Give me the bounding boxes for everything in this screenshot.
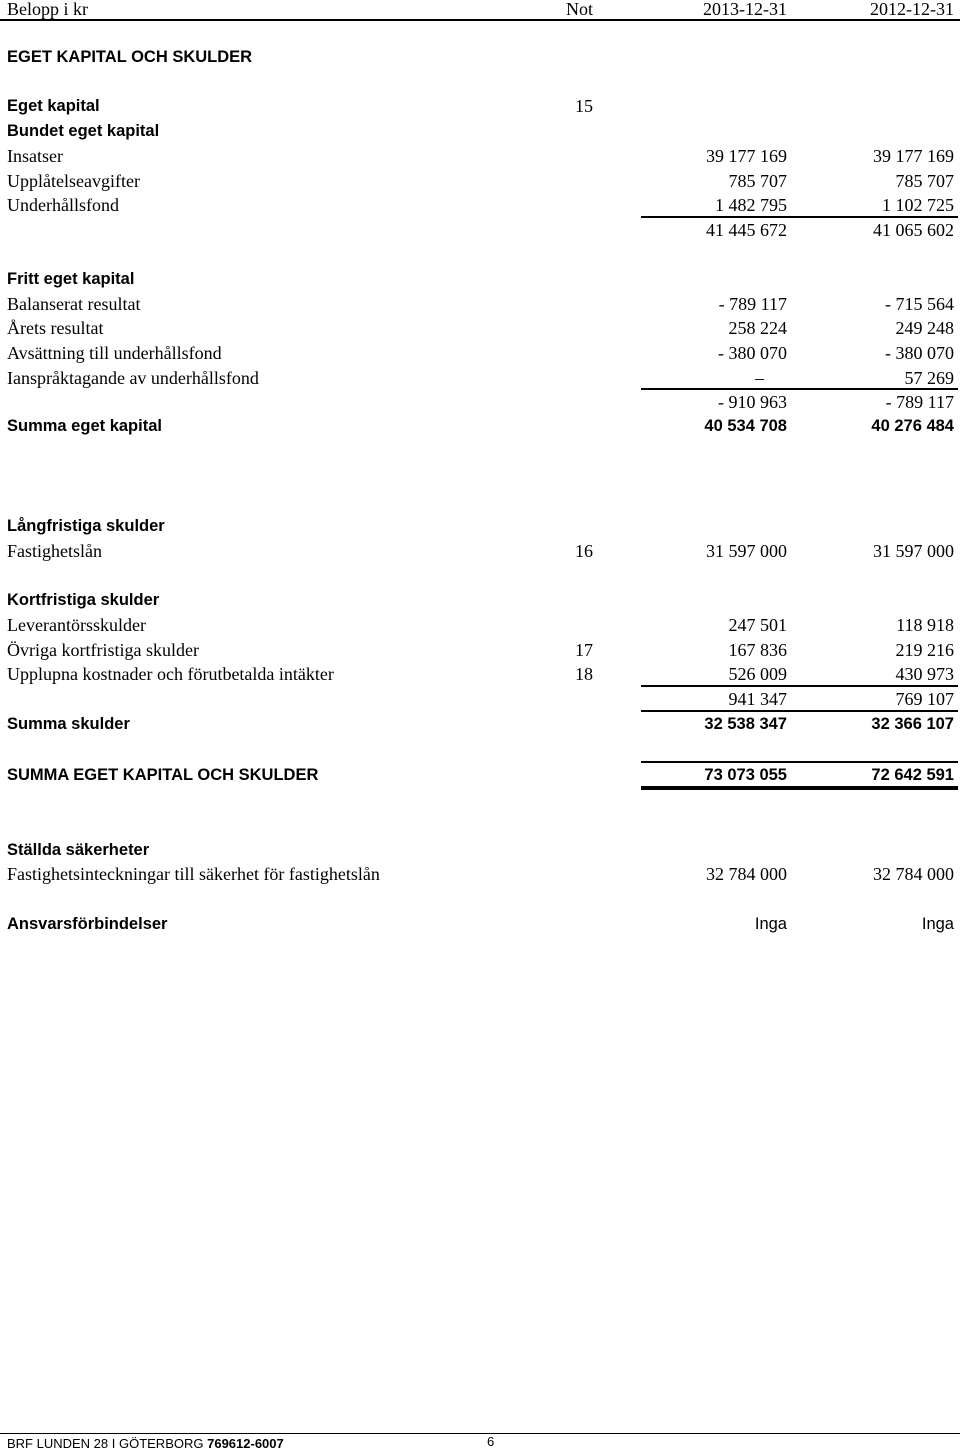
row-value-2013: - 380 070 [718,343,787,363]
eget-kapital-row [0,94,960,118]
table-row [0,169,960,193]
summa-total-2013: 73 073 055 [704,766,787,784]
table-row [0,366,960,390]
row-value-2012: 118 918 [896,615,954,635]
header-amount-label: Belopp i kr [7,0,88,19]
row-value-2012: 32 784 000 [873,864,954,884]
table-row [0,341,960,365]
footer-rule [0,1433,960,1434]
summa-eget-kapital-2013: 40 534 708 [704,417,787,435]
subtotal-value-2012: 769 107 [895,689,954,709]
row-value-2013: 31 597 000 [706,541,787,561]
row-value-2012: 1 102 725 [882,195,954,215]
ansvar-label: Ansvarsförbindelser [7,915,168,933]
bundet-title-row [0,119,960,143]
table-row [0,613,960,637]
header-rule [0,19,960,21]
fritt-title-row [0,267,960,291]
table-row [0,539,960,563]
row-label: Underhållsfond [7,195,119,215]
table-row [0,144,960,168]
header-col-2012: 2012-12-31 [870,0,954,19]
row-note: 16 [575,541,593,561]
bundet-title: Bundet eget kapital [7,122,160,140]
row-value-2013: 32 784 000 [706,864,787,884]
subtotal-value-2013: 41 445 672 [706,220,787,240]
row-value-2013: 785 707 [728,171,787,191]
kortfristiga-title-row [0,588,960,612]
row-label: Leverantörsskulder [7,615,146,635]
row-label: Ianspråktagande av underhållsfond [7,368,259,388]
row-value-2013: – [755,368,764,388]
section-title-row [0,45,960,69]
fritt-title: Fritt eget kapital [7,270,135,288]
row-value-2013: - 789 117 [718,294,787,314]
ansvar-2012: Inga [921,915,954,933]
bundet-sum-row [0,218,960,242]
summa-eget-kapital-row [0,414,960,438]
row-label: Avsättning till underhållsfond [7,343,222,363]
row-value-2013: 526 009 [728,664,787,684]
subtotal-value-2012: - 789 117 [885,392,954,412]
row-label: Upplåtelseavgifter [7,171,140,191]
row-value-2013: 258 224 [728,318,787,338]
summa-skulder-2013: 32 538 347 [704,715,787,733]
row-label: Årets resultat [7,318,104,338]
subtotal-value-2013: - 910 963 [718,392,787,412]
column-header-row [0,0,960,21]
row-label: Fastighetsinteckningar till säkerhet för fastighetslån [7,864,380,884]
row-value-2012: - 380 070 [885,343,954,363]
stallda-title-row [0,838,960,862]
ansvar-2013: Inga [754,915,787,933]
row-value-2012: 249 248 [895,318,954,338]
row-value-2012: 785 707 [895,171,954,191]
table-row [0,193,960,217]
table-row [0,662,960,686]
subtotal-value-2013: 941 347 [728,689,787,709]
row-label: Övriga kortfristiga skulder [7,640,199,660]
footer-org-name: BRF LUNDEN 28 I GÖTERBORG [7,1436,204,1451]
row-value-2013: 247 501 [728,615,787,635]
row-note: 18 [575,664,593,684]
summa-total-row [0,763,960,787]
row-value-2012: 430 973 [895,664,954,684]
header-note-label: Not [566,0,593,19]
total-rule-bottom [641,786,958,790]
row-value-2013: 167 836 [728,640,787,660]
ansvar-row [0,912,960,936]
row-value-2012: 57 269 [904,368,954,388]
eget-kapital-note: 15 [575,96,593,116]
table-row [0,292,960,316]
summa-total-label: SUMMA EGET KAPITAL OCH SKULDER [7,766,319,784]
row-value-2012: - 715 564 [885,294,954,314]
kortfristiga-sum-row [0,687,960,711]
stallda-title: Ställda säkerheter [7,841,150,859]
fritt-sum-row [0,390,960,414]
table-row [0,638,960,662]
langfristiga-title-row [0,514,960,538]
table-row [0,316,960,340]
row-value-2013: 39 177 169 [706,146,787,166]
row-value-2012: 31 597 000 [873,541,954,561]
summa-skulder-row [0,712,960,736]
page-number: 6 [487,1434,495,1449]
summa-eget-kapital-label: Summa eget kapital [7,417,162,435]
subtotal-value-2012: 41 065 602 [873,220,954,240]
row-label: Insatser [7,146,63,166]
kortfristiga-title: Kortfristiga skulder [7,591,160,609]
summa-skulder-label: Summa skulder [7,715,130,733]
langfristiga-title: Långfristiga skulder [7,517,165,535]
footer-text [7,1436,284,1451]
table-row [0,862,960,886]
row-label: Upplupna kostnader och förutbetalda intäkter [7,664,334,684]
footer-org-number: 769612-6007 [207,1436,284,1451]
row-label: Fastighetslån [7,541,102,561]
row-value-2013: 1 482 795 [715,195,787,215]
eget-kapital-label: Eget kapital [7,97,100,115]
row-note: 17 [575,640,593,660]
summa-eget-kapital-2012: 40 276 484 [871,417,954,435]
summa-skulder-2012: 32 366 107 [871,715,954,733]
row-value-2012: 39 177 169 [873,146,954,166]
row-value-2012: 219 216 [895,640,954,660]
section-title: EGET KAPITAL OCH SKULDER [7,48,253,66]
summa-total-2012: 72 642 591 [871,766,954,784]
row-label: Balanserat resultat [7,294,141,314]
header-col-2013: 2013-12-31 [703,0,787,19]
